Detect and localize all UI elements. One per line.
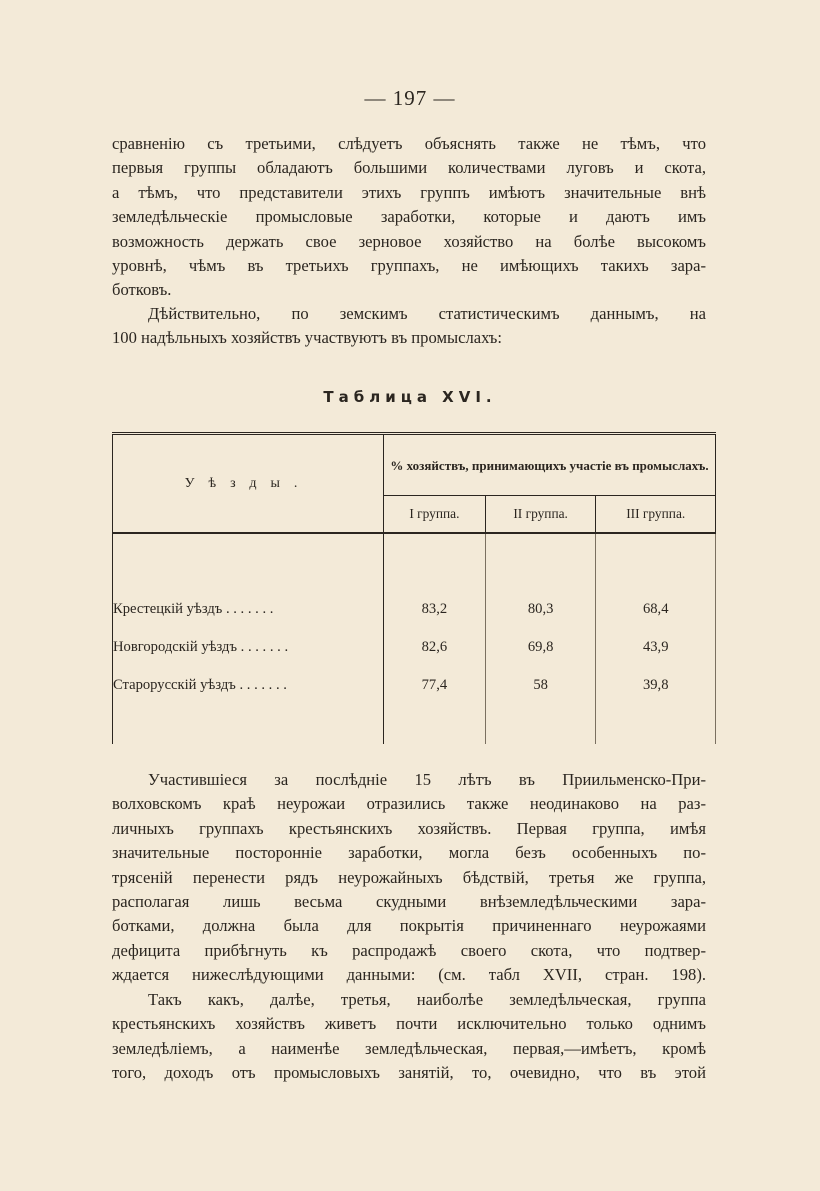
text-line: того, доходъ отъ промысловыхъ занятій, то, очевидно, что въ этой [112, 1063, 706, 1083]
cell-value: 69,8 [485, 628, 596, 666]
text-line: возможность держать свое зерновое хозяйство на болѣе высокомъ [112, 231, 706, 251]
column-header-percent: % хозяйствъ, принимающихъ участіе въ промыслахъ. [384, 434, 716, 496]
text-line: Такъ какъ, далѣе, третья, наиболѣе земледѣльческая, группа [148, 990, 706, 1009]
text-line: ботковъ. [112, 280, 172, 300]
text-line: дефицита прибѣгнуть къ распродажѣ своего скота, что подтвер- [112, 940, 706, 960]
text-line: сравненію съ третьими, слѣдуетъ объяснять также не тѣмъ, что [112, 134, 706, 153]
text-line: а тѣмъ, что представители этихъ группъ имѣютъ значительные внѣ [112, 182, 706, 202]
table-spacer [596, 704, 716, 744]
text-line: земледѣльческіе промысловые заработки, которые и даютъ имъ [112, 207, 706, 227]
table-spacer [113, 704, 384, 744]
table-spacer [384, 533, 486, 590]
paragraph-3 [112, 768, 706, 988]
table-spacer [485, 704, 596, 744]
text-line: располагая лишь весьма скудными внѣземледѣльческими зара- [112, 892, 706, 912]
paragraph-4 [112, 988, 706, 1086]
text-line: 100 надѣльныхъ хозяйствъ участвуютъ въ промыслахъ: [112, 328, 502, 348]
text-line: Дѣйствительно, по земскимъ статистическимъ даннымъ, на [148, 304, 706, 323]
cell-value: 39,8 [596, 666, 716, 704]
table-row [113, 628, 716, 666]
text-line: ботками, должна была для покрытія причиненнаго неурожаями [112, 916, 706, 936]
cell-value: 43,9 [596, 628, 716, 666]
text-line: земледѣліемъ, а наименѣе земледѣльческая, первая,—имѣетъ, кромѣ [112, 1038, 706, 1058]
paragraph-1 [112, 132, 706, 303]
text-line: значительные посторонніе заработки, могла безъ особенныхъ по- [112, 843, 706, 863]
text-line: личныхъ группахъ крестьянскихъ хозяйствъ. Первая группа, имѣя [112, 818, 706, 838]
table-row [113, 666, 716, 704]
cell-value: 80,3 [485, 590, 596, 628]
table-spacer [384, 704, 486, 744]
column-header-group-2: II группа. [485, 496, 596, 534]
cell-value: 77,4 [384, 666, 486, 704]
row-label: Новгородскій уѣздъ . . . . . . . [113, 628, 384, 666]
row-label: Старорусскій уѣздъ . . . . . . . [113, 666, 384, 704]
text-line: Участившіеся за послѣдніе 15 лѣтъ въ Приильменско-При- [148, 770, 706, 789]
paragraph-2 [112, 302, 706, 351]
text-line: волховскомъ краѣ неурожаи отразились также неодинаково на раз- [112, 794, 706, 814]
table-row [113, 590, 716, 628]
text-line: уровнѣ, чѣмъ въ третьихъ группахъ, не имѣющихъ такихъ зара- [112, 256, 706, 276]
statistics-table [112, 432, 716, 744]
cell-value: 83,2 [384, 590, 486, 628]
table-spacer [596, 533, 716, 590]
table-caption: Таблица XVI. [323, 388, 497, 406]
row-label: Крестецкій уѣздъ . . . . . . . [113, 590, 384, 628]
text-line: ждается нижеслѣдующими данными: (см. табл XVII, стран. 198). [112, 965, 706, 985]
column-header-group-3: III группа. [596, 496, 716, 534]
cell-value: 82,6 [384, 628, 486, 666]
column-header-uezd: Уѣзды. [113, 434, 384, 534]
cell-value: 68,4 [596, 590, 716, 628]
text-line: крестьянскихъ хозяйствъ живетъ почти исключительно только однимъ [112, 1014, 706, 1034]
table-spacer [113, 533, 384, 590]
page-number: — 197 — [364, 86, 456, 110]
text-line: трясеній перенести рядъ неурожайныхъ бѣдствій, третья же группа, [112, 867, 706, 887]
column-header-group-1: I группа. [384, 496, 486, 534]
table-spacer [485, 533, 596, 590]
text-line: первыя группы обладаютъ большими количествами луговъ и скота, [112, 158, 706, 178]
cell-value: 58 [485, 666, 596, 704]
